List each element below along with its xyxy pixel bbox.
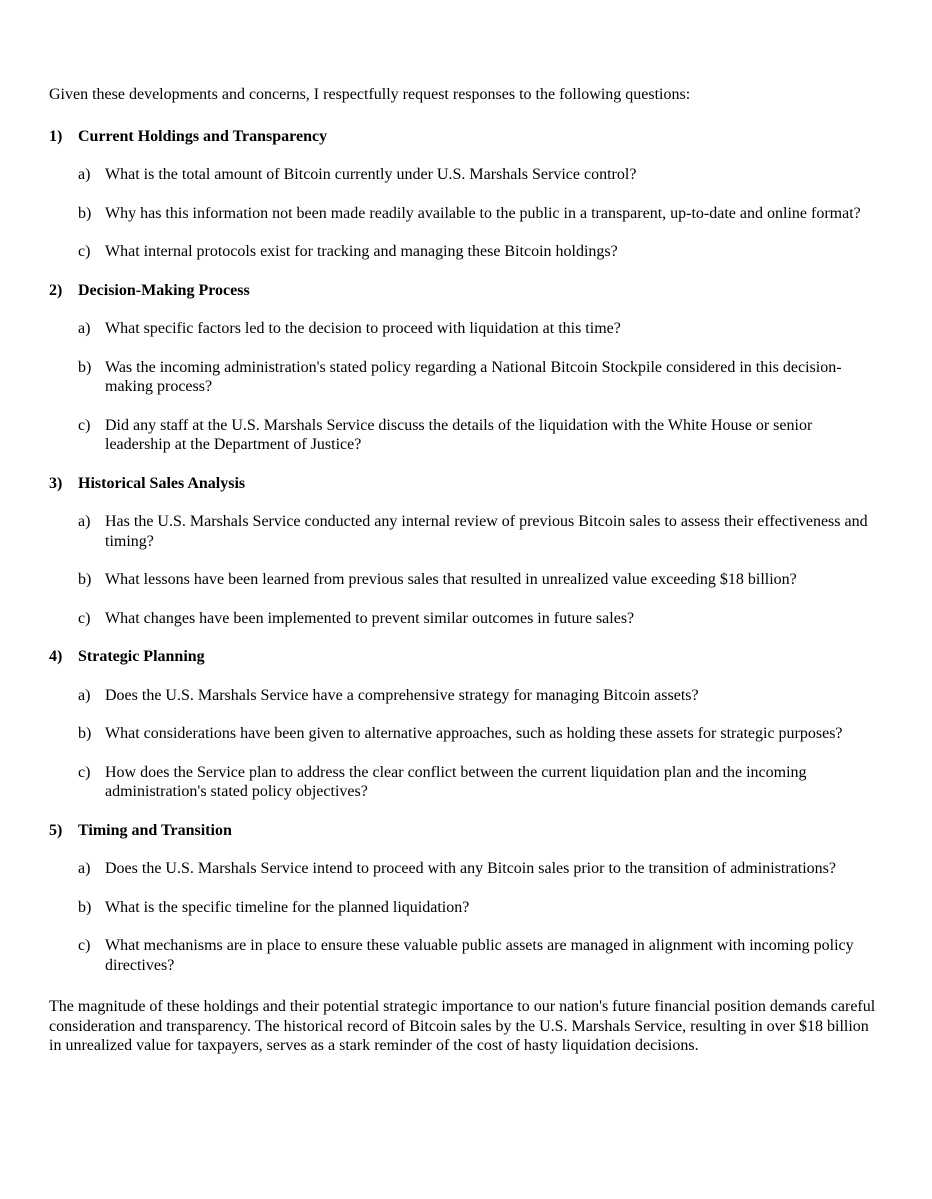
item-text: What lessons have been learned from previous sales that resulted in unrealized value exceeding $18 billion?	[105, 571, 797, 588]
section-heading	[49, 281, 877, 301]
question-item	[78, 859, 877, 879]
section-title: Current Holdings and Transparency	[78, 127, 328, 145]
item-text: Has the U.S. Marshals Service conducted any internal review of previous Bitcoin sales to assess their effectiveness and timing?	[105, 513, 868, 550]
section-heading	[49, 474, 877, 494]
section-number: 2)	[49, 281, 63, 299]
question-item	[78, 686, 877, 706]
section-title: Strategic Planning	[78, 648, 205, 665]
section-strategic-planning	[49, 647, 877, 802]
section-heading	[49, 127, 877, 147]
question-item	[78, 724, 877, 744]
item-letter: c)	[78, 763, 91, 781]
item-letter: c)	[78, 937, 91, 954]
item-text: What is the total amount of Bitcoin currently under U.S. Marshals Service control?	[105, 166, 637, 183]
section-current-holdings	[49, 127, 877, 262]
item-letter: a)	[78, 166, 91, 183]
item-text: What considerations have been given to alternative approaches, such as holding these assets for strategic purposes?	[105, 725, 843, 742]
item-text: Does the U.S. Marshals Service have a comprehensive strategy for managing Bitcoin assets?	[105, 686, 699, 704]
section-timing-transition	[49, 821, 877, 976]
question-item	[78, 165, 877, 185]
item-letter: c)	[78, 243, 91, 260]
question-item	[78, 898, 877, 918]
item-text: Does the U.S. Marshals Service intend to proceed with any Bitcoin sales prior to the transition of administrations?	[105, 860, 836, 877]
question-item	[78, 242, 877, 262]
section-heading	[49, 647, 877, 667]
question-item	[78, 319, 877, 339]
section-title: Decision-Making Process	[78, 281, 250, 299]
question-item	[78, 358, 877, 397]
question-item	[78, 763, 877, 802]
question-item	[78, 570, 877, 590]
item-letter: b)	[78, 571, 92, 588]
section-number: 1)	[49, 127, 63, 145]
item-text: What changes have been implemented to prevent similar outcomes in future sales?	[105, 609, 635, 627]
section-number: 3)	[49, 474, 63, 492]
section-decision-making	[49, 281, 877, 455]
question-item	[78, 204, 877, 224]
section-title: Historical Sales Analysis	[78, 474, 246, 492]
item-text: What specific factors led to the decision to proceed with liquidation at this time?	[105, 320, 621, 337]
item-letter: c)	[78, 609, 91, 627]
section-historical-sales	[49, 474, 877, 629]
section-title: Timing and Transition	[78, 821, 232, 839]
question-item	[78, 609, 877, 629]
item-letter: c)	[78, 416, 91, 434]
item-text: Did any staff at the U.S. Marshals Service discuss the details of the liquidation with the White House or senior leadership at the Department of Justice?	[105, 416, 813, 453]
section-number: 5)	[49, 821, 63, 839]
item-letter: b)	[78, 725, 92, 742]
item-letter: b)	[78, 898, 92, 916]
item-text: What is the specific timeline for the planned liquidation?	[105, 898, 470, 916]
item-letter: b)	[78, 204, 92, 222]
question-item	[78, 936, 877, 975]
item-text: Was the incoming administration's stated policy regarding a National Bitcoin Stockpile considered in this decision-making process?	[105, 358, 842, 395]
item-letter: a)	[78, 860, 91, 877]
intro-paragraph: Given these developments and concerns, I respectfully request responses to the following questions:	[49, 86, 691, 103]
closing-paragraph: The magnitude of these holdings and their potential strategic importance to our nation's future financial position demands careful consideration and transparency. The historical record of Bitcoin sales by the U.S. Marshals Service, resulting in over $18 billion in unrealized value for taxpayers, serves as a stark reminder of the cost of hasty liquidation decisions.	[49, 998, 876, 1054]
question-item	[78, 512, 877, 551]
item-letter: b)	[78, 358, 92, 376]
item-letter: a)	[78, 686, 91, 704]
item-text: Why has this information not been made readily available to the public in a transparent, up-to-date and online format?	[105, 204, 861, 222]
section-number: 4)	[49, 648, 63, 665]
section-heading	[49, 821, 877, 841]
item-letter: a)	[78, 513, 91, 530]
item-text: What mechanisms are in place to ensure these valuable public assets are managed in alignment with incoming policy directives?	[105, 937, 854, 974]
item-letter: a)	[78, 320, 91, 337]
item-text: What internal protocols exist for tracking and managing these Bitcoin holdings?	[105, 243, 618, 260]
item-text: How does the Service plan to address the clear conflict between the current liquidation plan and the incoming administration's stated policy objectives?	[105, 763, 807, 800]
question-item	[78, 416, 877, 455]
